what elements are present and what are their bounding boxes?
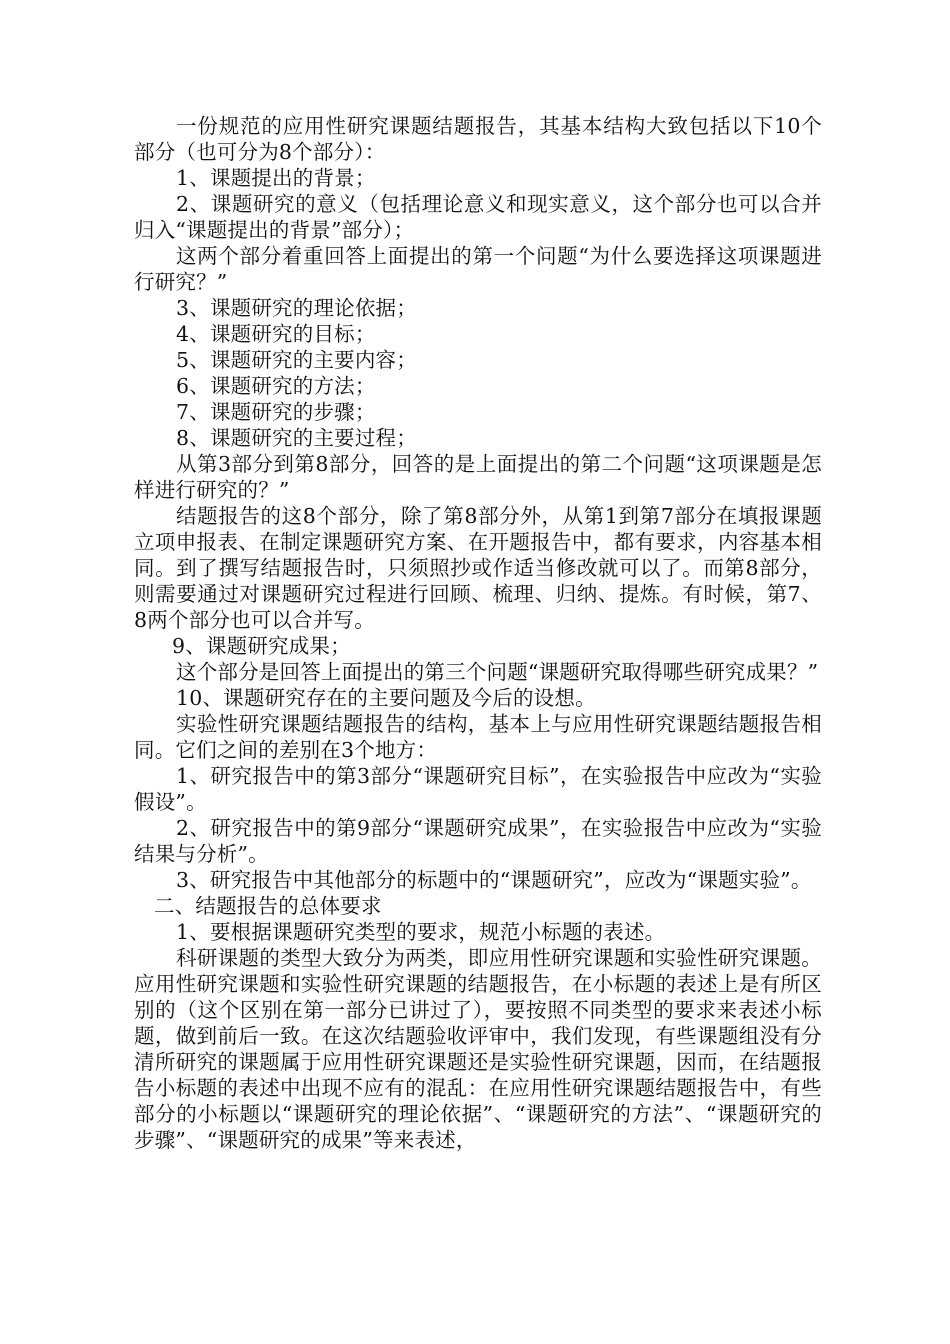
list-item-background: 1、课题提出的背景； — [176, 166, 376, 190]
difference-item-3: 3、研究报告中其他部分的标题中的“课题研究”，应改为“课题实验”。 — [176, 868, 812, 892]
section-heading-requirements: 二、结题报告的总体要求 — [154, 894, 382, 918]
list-item-results: 9、课题研究成果； — [172, 634, 351, 658]
document-page — [134, 113, 822, 1153]
list-item-process: 8、课题研究的主要过程； — [176, 426, 417, 450]
paragraph-research-types: 科研课题的类型大致分为两类，即应用性研究课题和实验性研究课题。应用性研究课题和实验性研究课题的结题报告，在小标题的表述上是有所区别的（这个区别在第一部分已讲过了），要按照不同类型的要求来表述小标题，做到前后一致。在这次结题验收评审中，我们发现，有些课题组没有分清所研究的课题属于应用性研究课题还是实验性研究课题，因而，在结题报告小标题的表述中出现不应有的混乱：在应用性研究课题结题报告中，有些部分的小标题以“课题研究的理论依据”、“课题研究的方法”、“课题研究的步骤”、“课题研究的成果”等来表述， — [134, 946, 822, 1152]
difference-item-2: 2、研究报告中的第9部分“课题研究成果”，在实验报告中应改为“实验结果与分析”。 — [134, 816, 822, 866]
list-item-steps: 7、课题研究的步骤； — [176, 400, 376, 424]
list-item-content: 5、课题研究的主要内容； — [176, 348, 417, 372]
list-item-problems: 10、课题研究存在的主要问题及今后的设想。 — [176, 686, 596, 710]
paragraph-eight-parts: 结题报告的这8个部分，除了第8部分外，从第1到第7部分在填报课题立项申报表、在制定课题研究方案、在开题报告中，都有要求，内容基本相同。到了撰写结题报告时，只须照抄或作适当修改就可以了。而第8部分，则需要通过对课题研究过程进行回顾、梳理、归纳、提炼。有时候，第7、8两个部分也可以合并写。 — [134, 504, 822, 632]
paragraph-first-question: 这两个部分着重回答上面提出的第一个问题“为什么要选择这项课题进行研究？” — [134, 244, 822, 294]
paragraph-second-question: 从第3部分到第8部分，回答的是上面提出的第二个问题“这项课题是怎样进行研究的？” — [134, 452, 822, 502]
paragraph-third-question: 这个部分是回答上面提出的第三个问题“课题研究取得哪些研究成果？” — [176, 660, 819, 684]
difference-item-1: 1、研究报告中的第3部分“课题研究目标”，在实验报告中应改为“实验假设”。 — [134, 764, 822, 814]
paragraph-intro: 一份规范的应用性研究课题结题报告，其基本结构大致包括以下10个部分（也可分为8个部分）： — [134, 114, 822, 164]
paragraph-experimental: 实验性研究课题结题报告的结构，基本上与应用性研究课题结题报告相同。它们之间的差别在3个地方： — [134, 712, 822, 762]
list-item-significance: 2、课题研究的意义（包括理论意义和现实意义，这个部分也可以合并归入“课题提出的背景”部分）； — [134, 192, 822, 242]
requirement-item-1: 1、要根据课题研究类型的要求，规范小标题的表述。 — [176, 920, 666, 944]
list-item-theory: 3、课题研究的理论依据； — [176, 296, 417, 320]
list-item-goals: 4、课题研究的目标； — [176, 322, 376, 346]
list-item-methods: 6、课题研究的方法； — [176, 374, 376, 398]
